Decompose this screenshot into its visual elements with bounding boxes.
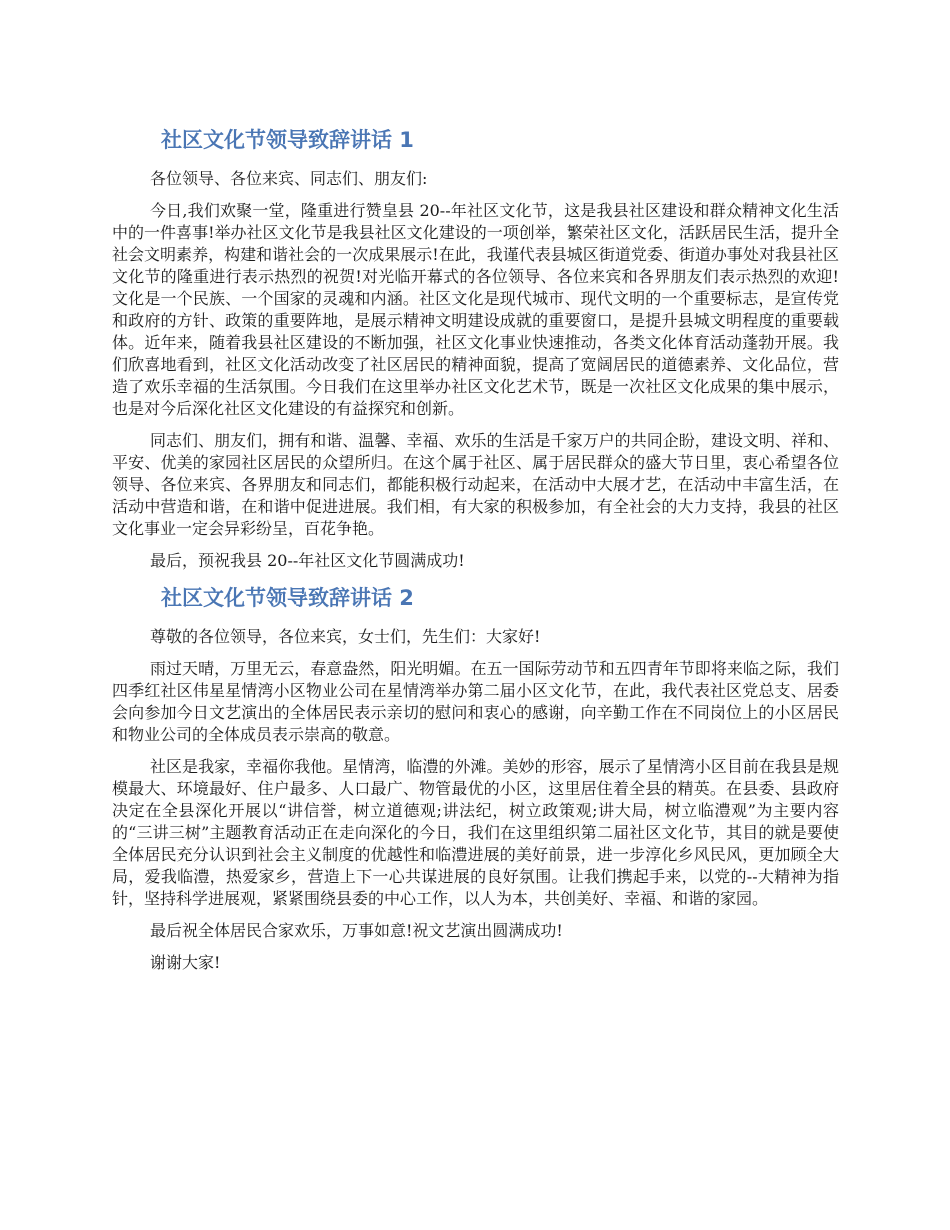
body-paragraph: 今日,我们欢聚一堂，隆重进行赞皇县 20--年社区文化节，这是我县社区建设和群众精神文化生活中的一件喜事!举办社区文化节是我县社区文化建设的一项创举，繁荣社区文化，活跃居民生活，提升全社会文明素养，构建和谐社会的一次成果展示!在此，我谨代表县城区街道党委、街道办事处对我县社区文化节的隆重进行表示热烈的祝贺!对光临开幕式的各位领导、各位来宾和各界朋友们表示热烈的欢迎! 文化是一个民族、一个国家的灵魂和内涵。社区文化是现代城市、现代文明的一个重要标志，是宣传党和政府的方针、政策的重要阵地，是展示精神文明建设成就的重要窗口，是提升县城文明程度的重要载体。近年来，随着我县社区建设的不断加强，社区文化事业快速推动，各类文化体育活动蓬勃开展。我们欣喜地看到，社区文化活动改变了社区居民的精神面貌，提高了宽阔居民的道德素养、文化品位，营造了欢乐幸福的生活氛围。今日我们在这里举办社区文化艺术节，既是一次社区文化成果的集中展示，也是对今后深化社区文化建设的有益探究和创新。 <box>112 201 839 418</box>
speech-section-1 <box>112 124 839 572</box>
body-paragraph: 社区是我家，幸福你我他。星情湾，临澧的外滩。美妙的形容，展示了星情湾小区目前在我县是规模最大、环境最好、住户最多、人口最广、物管最优的小区，这里居住着全县的精英。在县委、县政府决定在全县深化开展以“讲信誉，树立道德观;讲法纪，树立政策观;讲大局，树立临澧观”为主要内容的“三讲三树”主题教育活动正在走向深化的今日，我们在这里组织第二届社区文化节，其目的就是要使全体居民充分认识到社会主义制度的优越性和临澧进展的美好前景，进一步淳化乡风民风，更加顾全大局，爱我临澧，热爱家乡，营造上下一心共谋进展的良好氛围。让我们携起手来，以党的--大精神为指针，坚持科学进展观，紧紧围绕县委的中心工作，以人为本，共创美好、幸福、和谐的家园。 <box>112 757 839 908</box>
salutation-paragraph: 各位领导、各位来宾、同志们、朋友们: <box>150 169 428 188</box>
body-paragraph: 雨过天晴，万里无云，春意盎然，阳光明媚。在五一国际劳动节和五四青年节即将来临之际，我们四季红社区伟星星情湾小区物业公司在星情湾举办第二届小区文化节，在此，我代表社区党总支、居委会向参加今日文艺演出的全体居民表示亲切的慰问和衷心的感谢，向辛勤工作在不同岗位上的小区居民和物业公司的全体成员表示崇高的敬意。 <box>112 659 839 744</box>
closing-paragraph: 最后祝全体居民合家欢乐，万事如意!祝文艺演出圆满成功! <box>150 921 563 940</box>
document-body <box>112 124 839 984</box>
thanks-paragraph: 谢谢大家! <box>150 953 221 972</box>
closing-paragraph: 最后，预祝我县 20--年社区文化节圆满成功! <box>150 551 465 570</box>
section-title: 社区文化节领导致辞讲话 2 <box>161 586 414 610</box>
section-title: 社区文化节领导致辞讲话 1 <box>161 128 414 152</box>
salutation-paragraph: 尊敬的各位领导，各位来宾，女士们，先生们：大家好! <box>150 627 541 646</box>
speech-section-2 <box>112 582 839 974</box>
body-paragraph: 同志们、朋友们，拥有和谐、温馨、幸福、欢乐的生活是千家万户的共同企盼，建设文明、祥和、平安、优美的家园社区居民的众望所归。在这个属于社区、属于居民群众的盛大节日里，衷心希望各位领导、各位来宾、各界朋友和同志们，都能积极行动起来，在活动中大展才艺，在活动中丰富生活，在活动中营造和谐，在和谐中促进进展。我们相，有大家的积极参加，有全社会的大力支持，我县的社区文化事业一定会异彩纷呈，百花争艳。 <box>112 431 839 538</box>
